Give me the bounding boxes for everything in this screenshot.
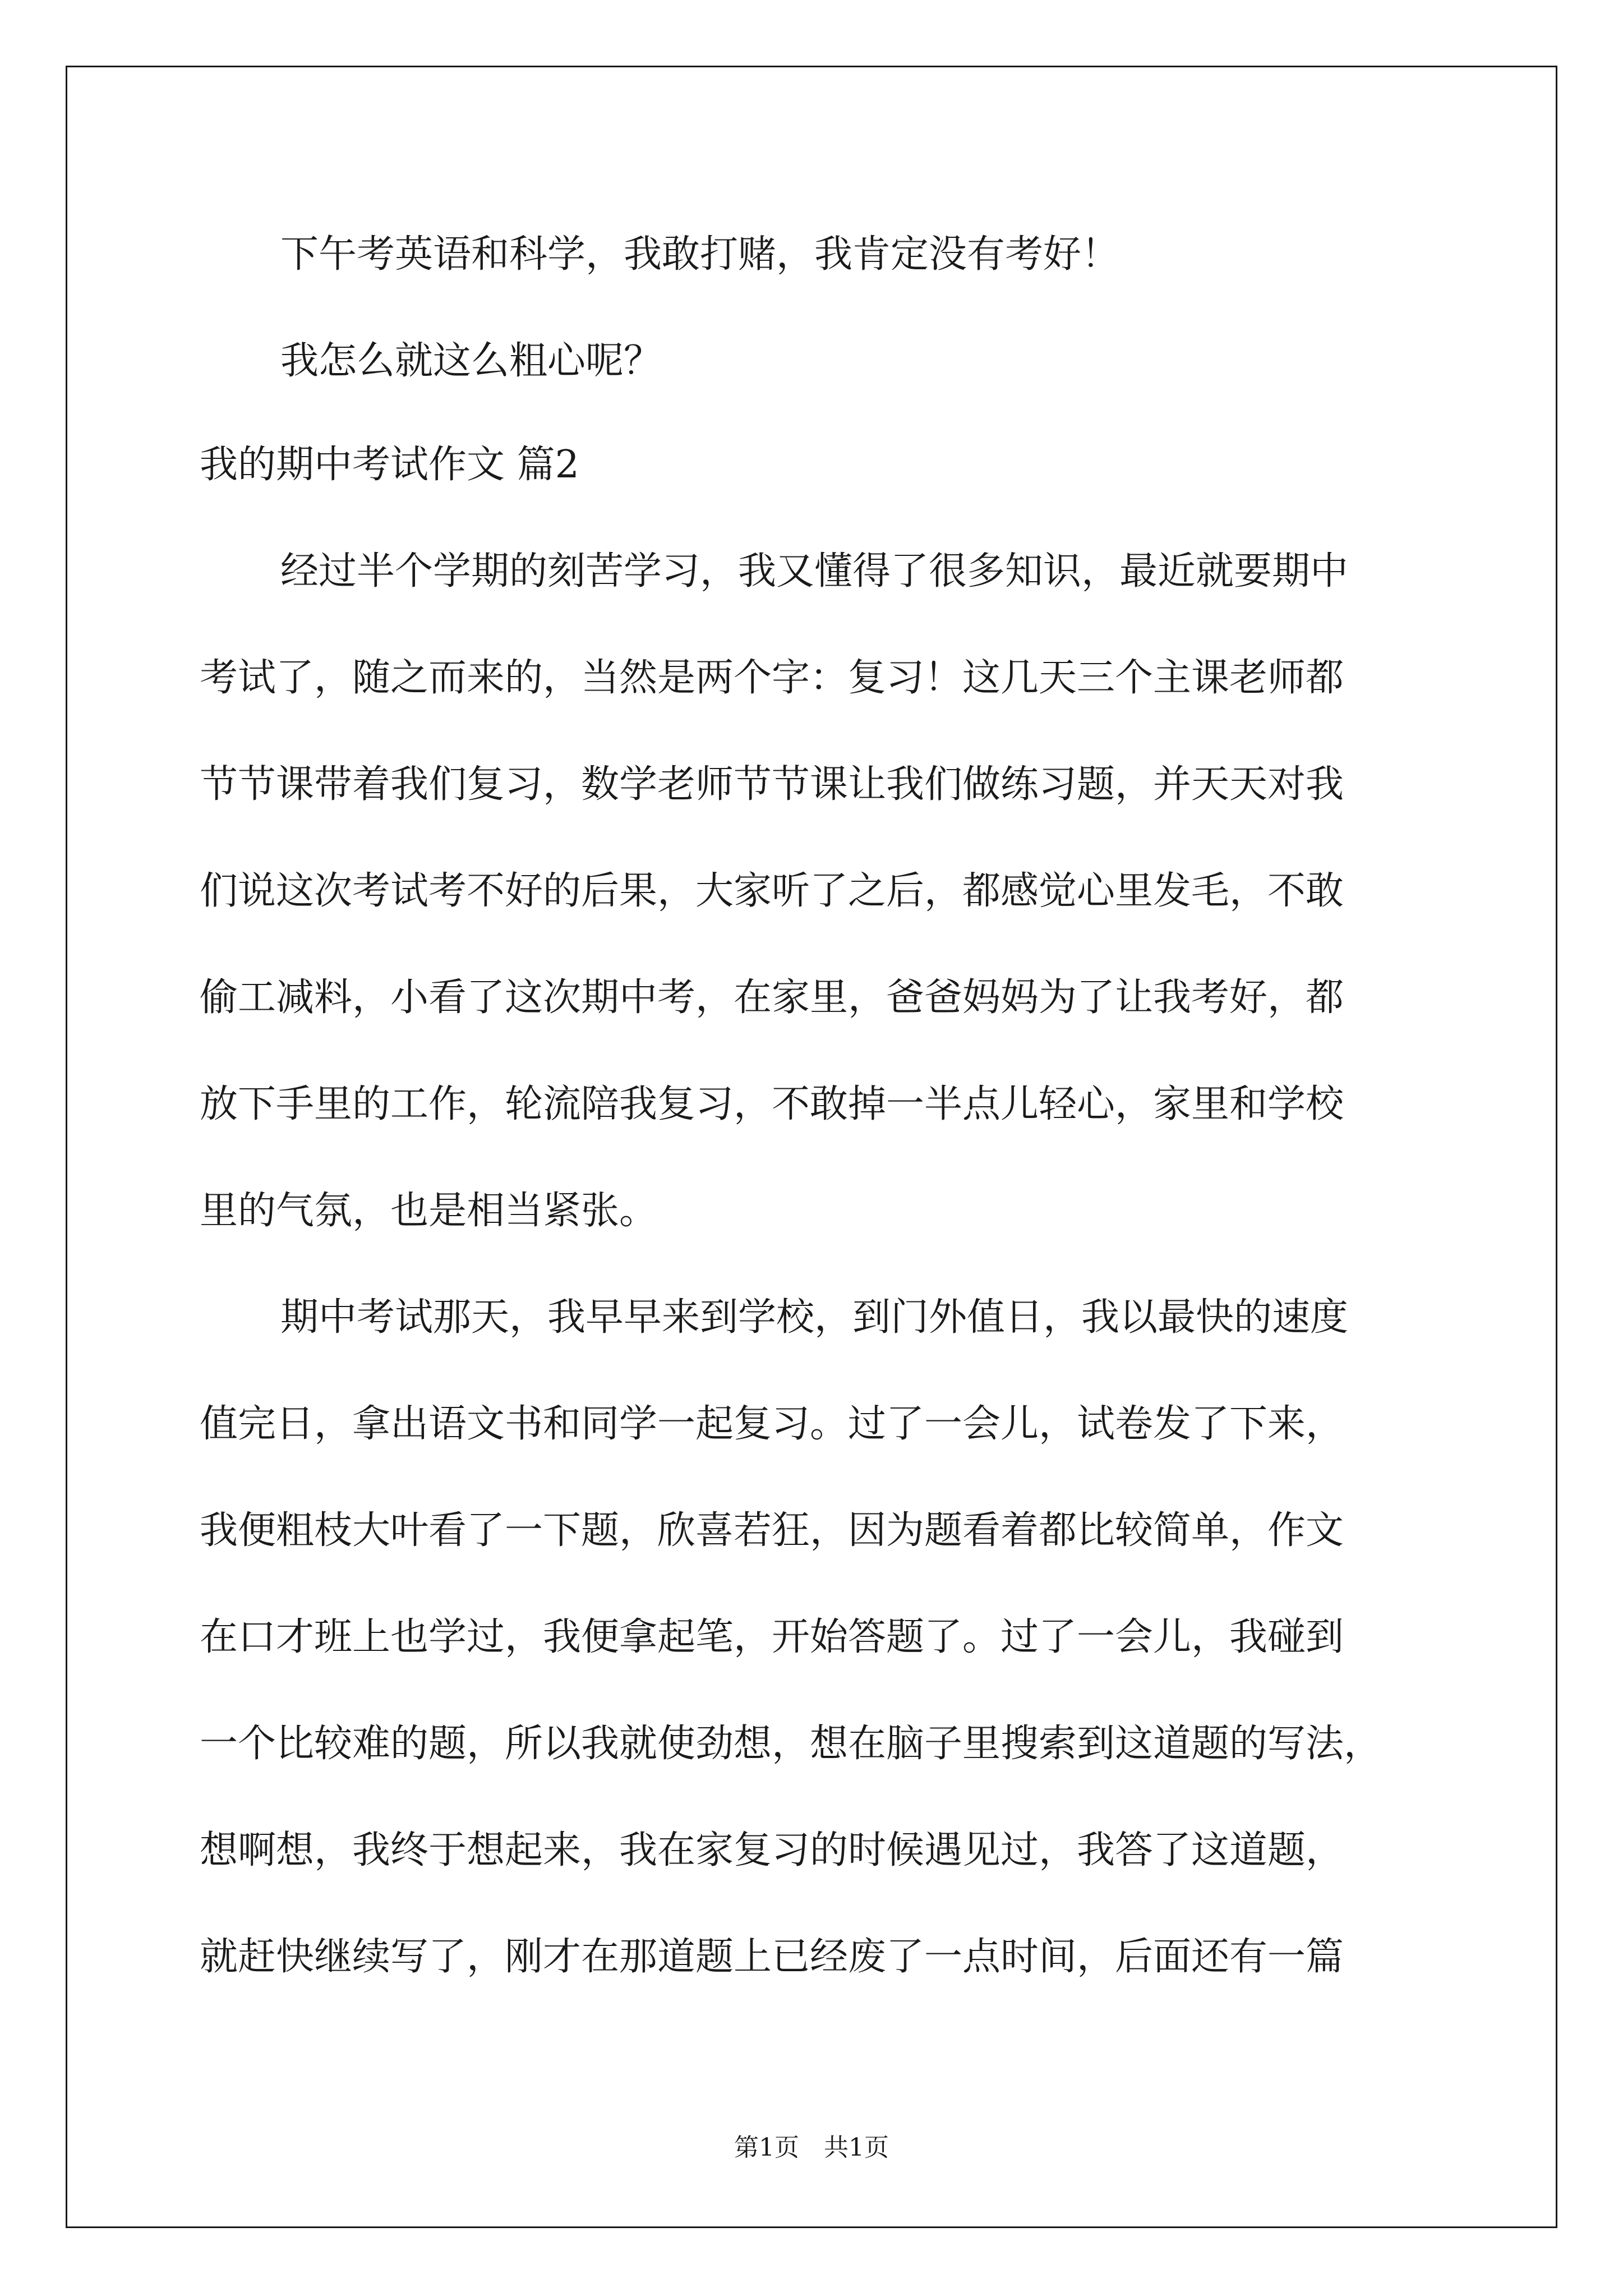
text-line: 们说这次考试考不好的后果，大家听了之后，都感觉心里发毛，不敢 [200, 869, 1344, 913]
text-line: 放下手里的工作，轮流陪我复习，不敢掉一半点儿轻心，家里和学校 [200, 1082, 1344, 1126]
text-line: 值完日，拿出语文书和同学一起复习。过了一会儿，试卷发了下来， [200, 1402, 1344, 1446]
text-line: 偷工减料，小看了这次期中考，在家里，爸爸妈妈为了让我考好，都 [200, 976, 1344, 1020]
text-line: 考试了，随之而来的，当然是两个字：复习！这几天三个主课老师都 [200, 656, 1344, 700]
text-line: 期中考试那天，我早早来到学校，到门外值日，我以最快的速度 [280, 1295, 1349, 1340]
text-line: 一个比较难的题，所以我就使劲想，想在脑子里搜索到这道题的写法， [200, 1722, 1382, 1766]
text-line: 我便粗枝大叶看了一下题，欣喜若狂，因为题看着都比较简单，作文 [200, 1508, 1344, 1553]
page-border [66, 66, 1557, 2228]
text-line: 里的气氛，也是相当紧张。 [200, 1189, 658, 1233]
text-line: 在口才班上也学过，我便拿起笔，开始答题了。过了一会儿，我碰到 [200, 1615, 1344, 1659]
text-line: 经过半个学期的刻苦学习，我又懂得了很多知识，最近就要期中 [280, 549, 1349, 593]
page-number-footer: 第1页 共1页 [734, 2133, 889, 2162]
text-line: 想啊想，我终于想起来，我在家复习的时候遇见过，我答了这道题， [200, 1828, 1344, 1872]
text-line: 我怎么就这么粗心呢？ [280, 339, 662, 383]
text-line: 就赶快继续写了，刚才在那道题上已经废了一点时间，后面还有一篇 [200, 1935, 1344, 1979]
text-line: 节节课带着我们复习，数学老师节节课让我们做练习题，并天天对我 [200, 762, 1344, 807]
text-line: 下午考英语和科学，我敢打赌，我肯定没有考好！ [280, 232, 1120, 277]
section-heading: 我的期中考试作文 篇2 [200, 443, 579, 487]
